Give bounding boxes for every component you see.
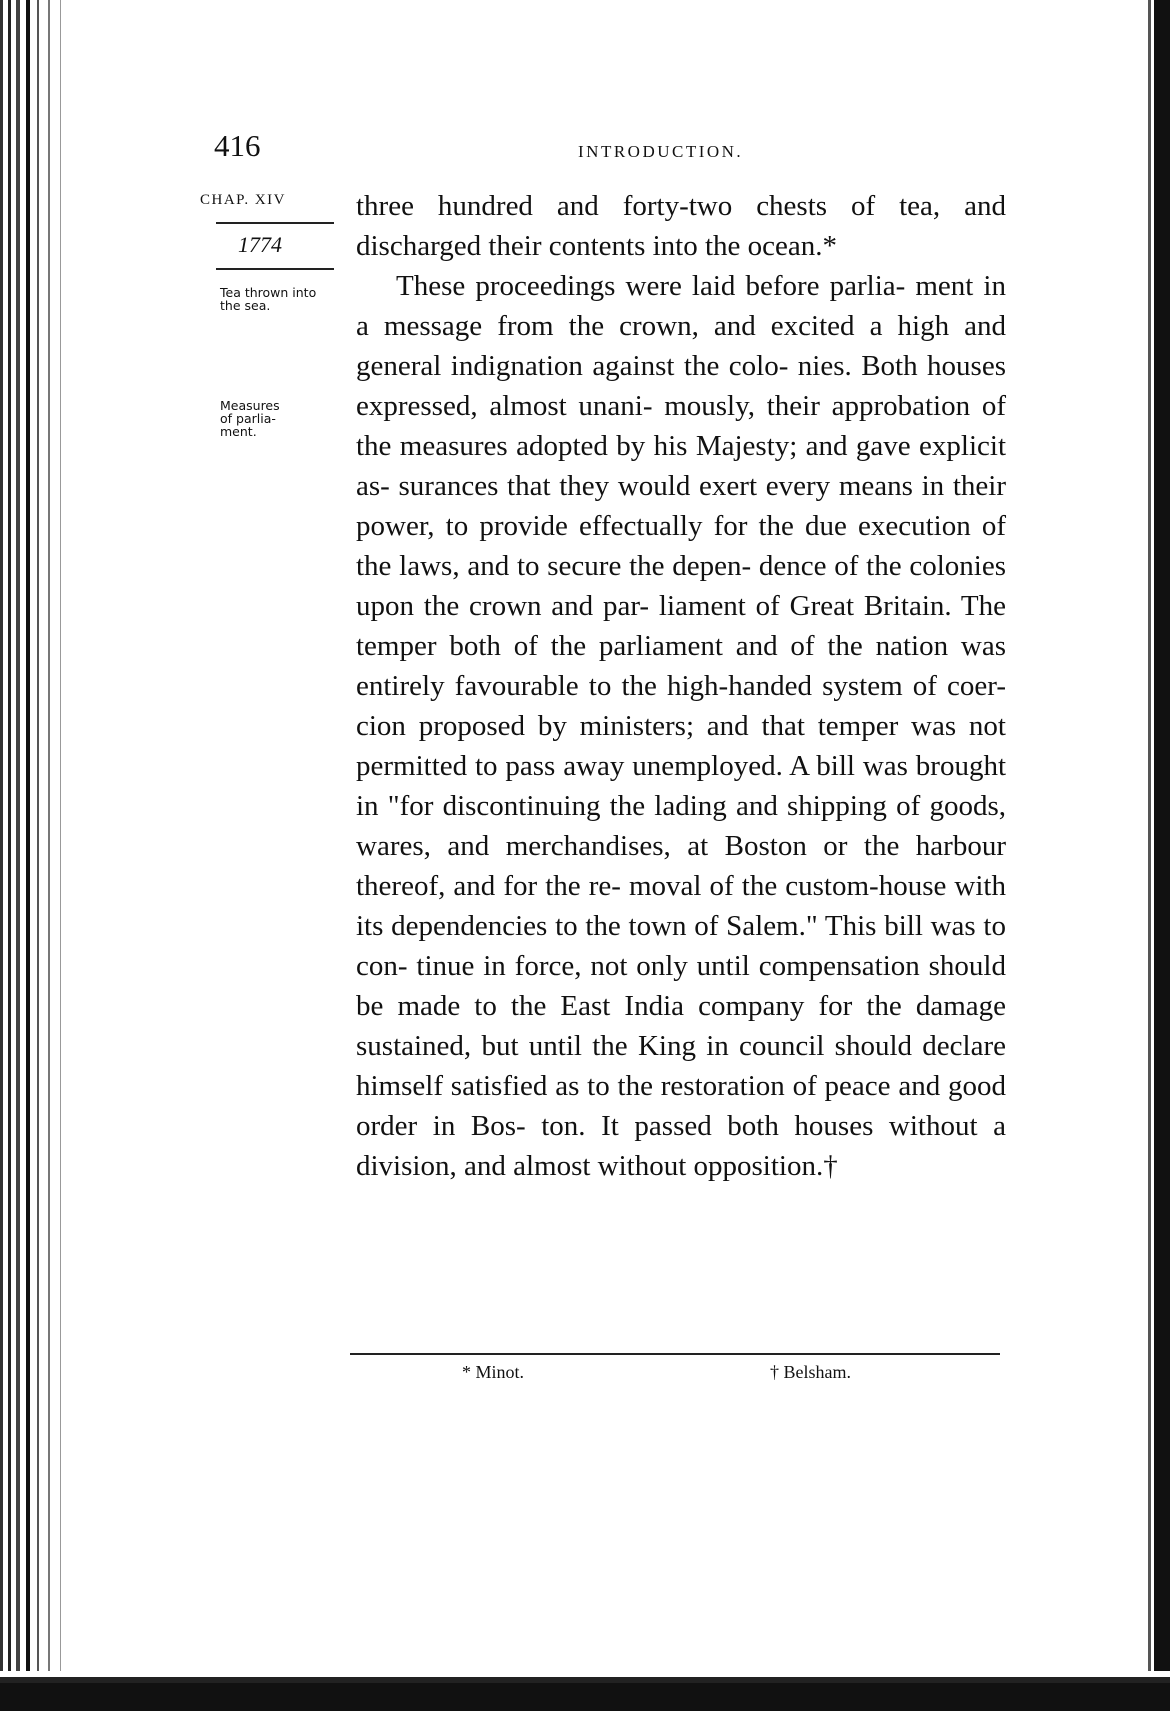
page-header bbox=[0, 128, 1170, 168]
page-number: 416 bbox=[214, 128, 261, 163]
book-edge-right bbox=[1142, 0, 1170, 1711]
book-edge-bottom bbox=[0, 1671, 1170, 1711]
margin-note-measures: Measures of parlia- ment. bbox=[220, 398, 280, 439]
footnote: * Minot. bbox=[462, 1362, 525, 1382]
margin-note-tea: Tea thrown into the sea. bbox=[220, 285, 317, 313]
running-head: INTRODUCTION. bbox=[578, 142, 744, 161]
paragraph: These proceedings were laid before parlia- ment in a message from the crown, and excited a high and general indignation against the colo- nies. Both houses expressed, almost unani- mously, their approbation of the measures adopted by his Majesty; and gave explicit as- surances that they would exert every means in their power, to provide effectually for the due execution of the laws, and to secure the depen- dence of the colonies upon the crown and par- liament of Great Britain. The temper both of the parliament and of the nation was entirely favourable to the high-handed system of coer- cion proposed by ministers; and that temper was not permitted to pass away unemployed. A bill was brought in "for discontinuing the lading and shipping of goods, wares, and merchandises, at Boston or the harbour thereof, and for the re- moval of the custom-house with its dependencies to the town of Salem." This bill was to con- tinue in force, not only until compensation should be made to the East India company for the damage sustained, but until the King in council should declare himself satisfied as to the restoration of peace and good order in Bos- ton. It passed both houses without a division, and almost without opposition.† bbox=[356, 270, 1006, 1182]
main-text bbox=[356, 186, 1006, 1186]
footnote-rule bbox=[350, 1353, 1000, 1355]
margin-rule bbox=[216, 222, 334, 224]
margin-rule bbox=[216, 268, 334, 270]
footnotes bbox=[350, 1362, 1000, 1386]
margin-year: 1774 bbox=[238, 232, 282, 257]
book-spine-left bbox=[0, 0, 70, 1711]
paragraph: three hundred and forty-two chests of tea, and discharged their contents into the ocean.* bbox=[356, 190, 1006, 262]
chapter-label: CHAP. XIV bbox=[200, 192, 287, 208]
footnote: † Belsham. bbox=[770, 1362, 851, 1382]
